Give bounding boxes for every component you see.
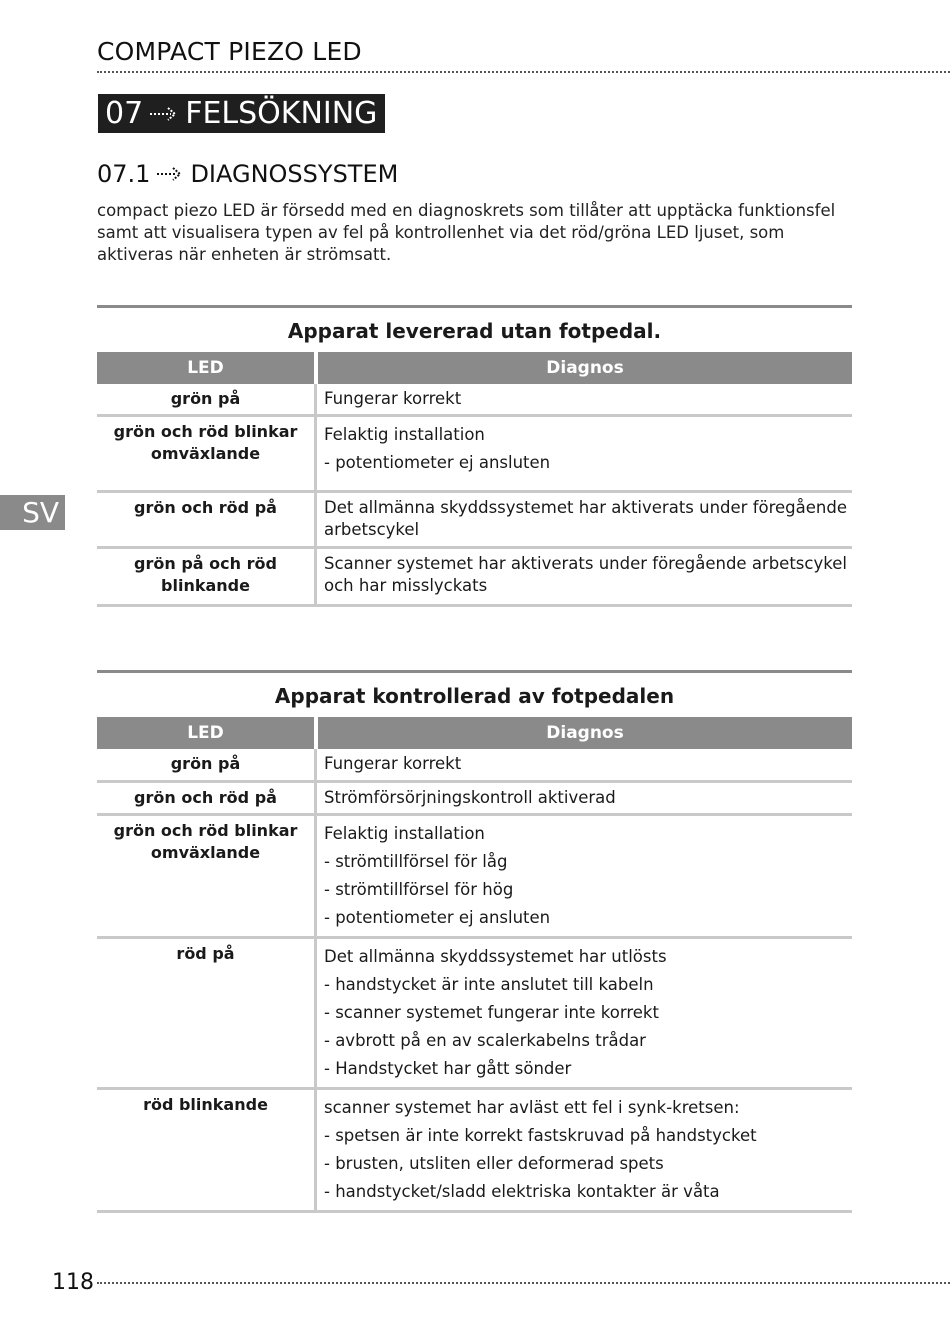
table-row: [97, 749, 852, 783]
chapter-heading: [98, 94, 385, 133]
table-caption: Apparat levererad utan fotpedal.: [287, 319, 662, 343]
table-row: [97, 816, 852, 939]
diagnosis-line: - avbrott på en av scalerkabelns trådar: [324, 1031, 646, 1050]
column-header-led: LED: [97, 717, 314, 749]
section-number: 07.1: [97, 160, 151, 188]
table-row: [97, 783, 852, 816]
diagnosis-cell: [314, 749, 848, 780]
diagnosis-line: - Handstycket har gått sönder: [324, 1059, 572, 1078]
diagnosis-line: Strömförsörjningskontroll aktiverad: [324, 788, 616, 807]
diagnosis-line: Felaktig installation: [324, 425, 485, 444]
table-caption: Apparat kontrollerad av fotpedalen: [274, 684, 675, 708]
led-state: röd blinkande: [143, 1095, 268, 1114]
language-tab: SV: [0, 495, 65, 530]
table-row: [97, 1090, 852, 1213]
diagnosis-cell: [314, 549, 848, 604]
column-header-diagnos: Diagnos: [318, 717, 852, 749]
diagnosis-line: - potentiometer ej ansluten: [324, 908, 551, 927]
diagnosis-line: Det allmänna skyddssystemet har aktiverats under föregående arbetscykel: [324, 498, 847, 539]
diagnosis-cell: [314, 816, 848, 936]
diagnosis-cell: [314, 1090, 848, 1210]
diagnosis-line: Scanner systemet har aktiverats under föregående arbetscykel och har misslyckats: [324, 554, 847, 595]
led-state: grön på och röd blinkande: [134, 554, 277, 595]
table-row: [97, 384, 852, 417]
diagnosis-cell: [314, 939, 848, 1087]
diagnosis-table-with-pedal: [97, 670, 852, 1213]
table-row: [97, 549, 852, 607]
table-row: [97, 493, 852, 549]
table-row: [97, 417, 852, 493]
diagnosis-line: - brusten, utsliten eller deformerad spets: [324, 1154, 664, 1173]
table-row: [97, 939, 852, 1090]
diagnosis-line: - handstycket är inte anslutet till kabeln: [324, 975, 654, 994]
diagnosis-line: - spetsen är inte korrekt fastskruvad på handstycket: [324, 1126, 757, 1145]
led-state: grön på: [170, 754, 241, 773]
chapter-number: 07: [105, 96, 144, 131]
led-state: grön och röd på: [134, 788, 277, 807]
diagnosis-line: - scanner systemet fungerar inte korrekt: [324, 1003, 659, 1022]
section-heading: [97, 160, 398, 188]
led-state: grön och röd blinkar omväxlande: [113, 821, 298, 862]
led-state: grön och röd blinkar omväxlande: [113, 422, 298, 463]
diagnosis-line: - handstycket/sladd elektriska kontakter är våta: [324, 1182, 720, 1201]
diagnosis-cell: [314, 493, 848, 546]
diagnosis-table-without-pedal: [97, 305, 852, 607]
diagnosis-line: Fungerar korrekt: [324, 754, 462, 773]
diagnosis-line: - strömtillförsel för hög: [324, 880, 514, 899]
diagnosis-cell: [314, 417, 848, 490]
diagnosis-cell: [314, 783, 848, 813]
diagnosis-cell: [314, 384, 848, 414]
dotted-arrow-icon: [156, 160, 184, 188]
document-title: COMPACT PIEZO LED: [97, 37, 362, 66]
intro-paragraph: compact piezo LED är försedd med en diagnoskrets som tillåter att upptäcka funktionsfel samt att visualisera typen av fel på kontrollenhet via det röd/gröna LED ljuset, som aktiveras när enheten är strömsatt.: [97, 201, 836, 264]
table-body: [97, 749, 852, 1213]
table-header-row: [97, 717, 852, 749]
footer-dotted-rule: [97, 1282, 950, 1284]
column-header-diagnos: Diagnos: [318, 352, 852, 384]
dotted-arrow-icon: [149, 94, 179, 133]
header-dotted-rule: [97, 71, 950, 73]
led-state: grön och röd på: [134, 498, 277, 517]
page-number: 118: [52, 1270, 94, 1295]
section-title: DIAGNOSSYSTEM: [190, 160, 399, 188]
diagnosis-line: Felaktig installation: [324, 824, 485, 843]
diagnosis-line: scanner systemet har avläst ett fel i synk-kretsen:: [324, 1098, 740, 1117]
table-header-row: [97, 352, 852, 384]
led-state: röd på: [176, 944, 235, 963]
chapter-title: FELSÖKNING: [185, 96, 378, 131]
diagnosis-line: - strömtillförsel för låg: [324, 852, 508, 871]
column-header-led: LED: [97, 352, 314, 384]
led-state: grön på: [170, 389, 241, 408]
table-body: [97, 384, 852, 607]
diagnosis-line: Fungerar korrekt: [324, 389, 462, 408]
diagnosis-line: - potentiometer ej ansluten: [324, 453, 551, 472]
diagnosis-line: Det allmänna skyddssystemet har utlösts: [324, 947, 667, 966]
